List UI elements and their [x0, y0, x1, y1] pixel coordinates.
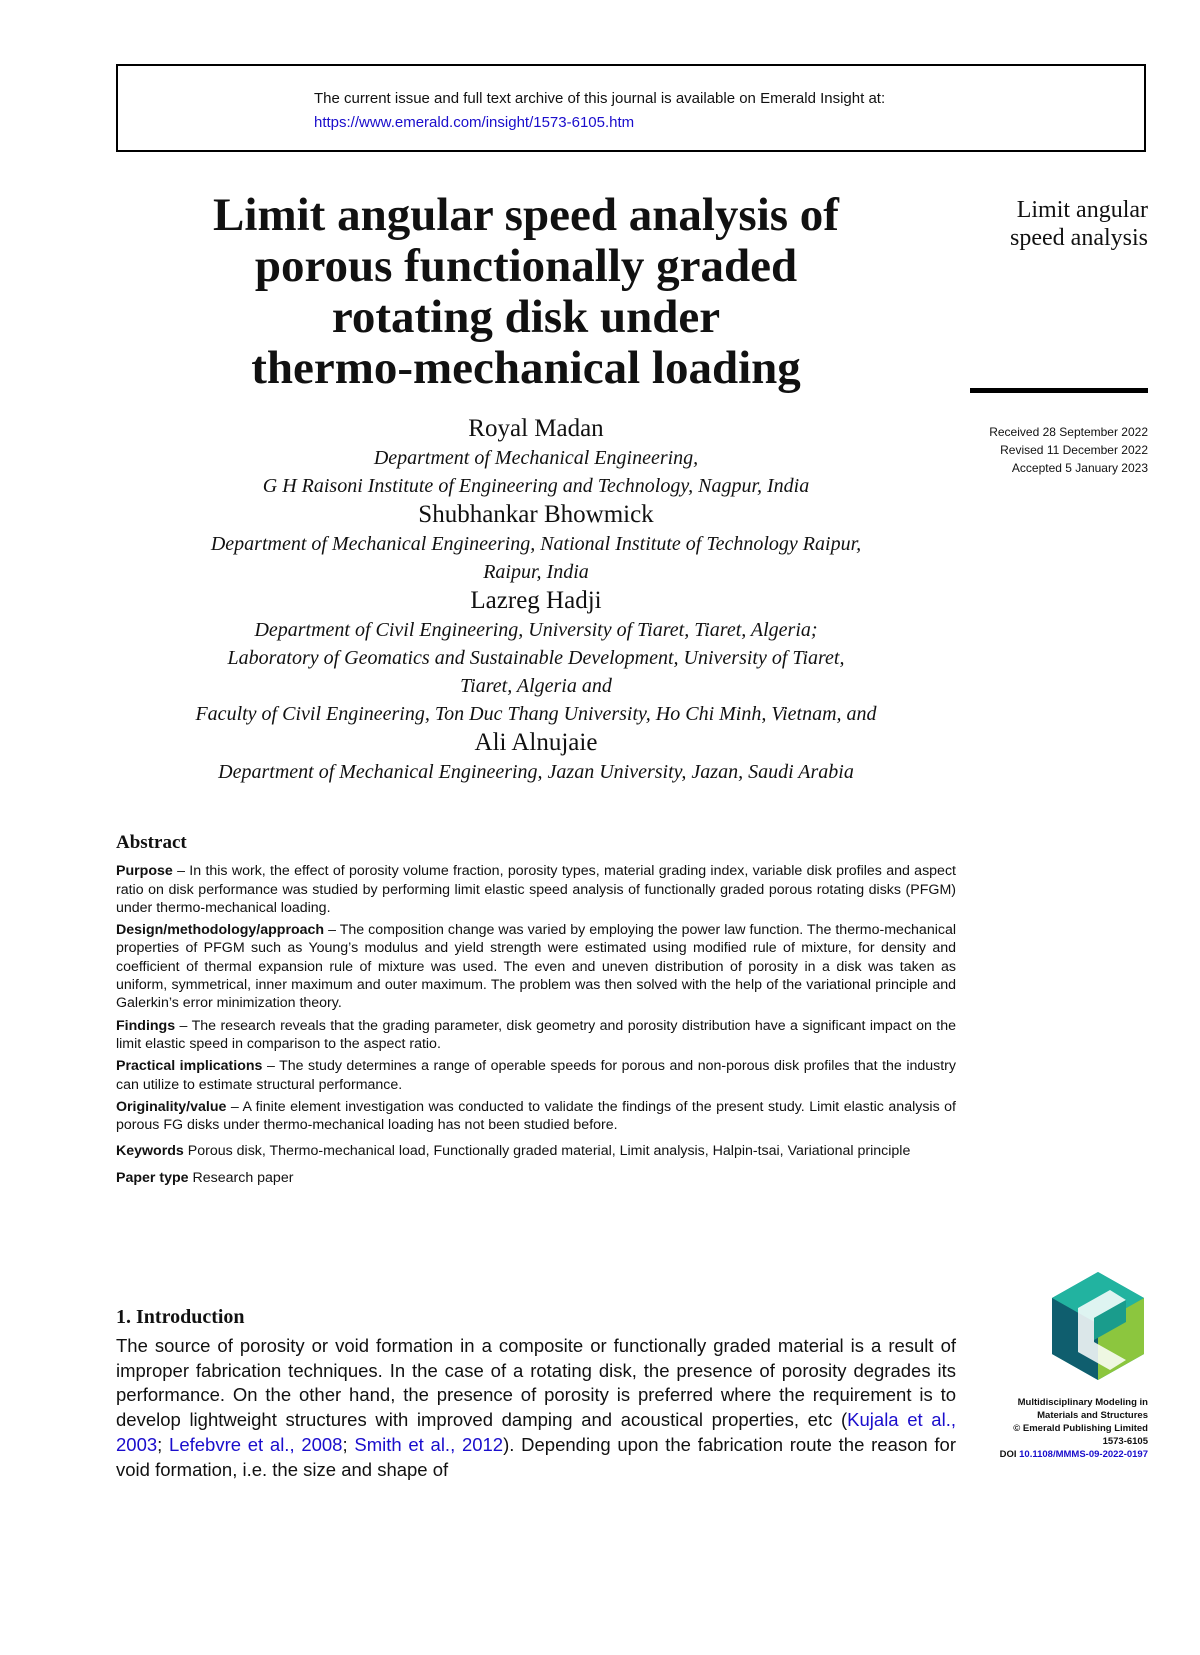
- doi-link[interactable]: 10.1108/MMMS-09-2022-0197: [1019, 1449, 1148, 1460]
- abstract-purpose: [116, 862, 956, 917]
- keywords-text: Porous disk, Thermo-mechanical load, Functionally graded material, Limit analysis, Halpin-tsai, Variational principle: [183, 1143, 911, 1160]
- journal-access-box: [116, 64, 1146, 152]
- intro-text: The source of porosity or void formation in a composite or functionally graded material is a result of improper fabrication techniques. In the case of a rotating disk, the presence of porosity degrades its performance. On the other hand, the presence of porosity is preferred where the requirement is to develop lightweight structures with improved damping and acoustical properties, etc (: [116, 1335, 956, 1431]
- abstract-label: Originality/value: [116, 1098, 227, 1115]
- running-title: [960, 196, 1148, 252]
- running-title-line: Limit angular: [1016, 197, 1148, 223]
- accepted-date: Accepted 5 January 2023: [1011, 461, 1148, 475]
- publisher-line: © Emerald Publishing Limited: [1013, 1423, 1148, 1434]
- keywords-label: Keywords: [116, 1143, 184, 1160]
- author-affiliation: Laboratory of Geomatics and Sustainable Development, University of Tiaret,: [227, 647, 845, 669]
- revised-date: Revised 11 December 2022: [1000, 443, 1148, 457]
- abstract-originality: [116, 1098, 956, 1135]
- article-title: [116, 190, 936, 394]
- author-affiliation: Faculty of Civil Engineering, Ton Duc Thang University, Ho Chi Minh, Vietnam, and: [195, 703, 877, 725]
- abstract-label: Findings: [116, 1017, 176, 1034]
- abstract-label: Design/methodology/approach: [116, 922, 325, 939]
- access-notice: The current issue and full text archive of this journal is available on Emerald Insight at:: [314, 90, 886, 107]
- author-name: Shubhankar Bhowmick: [418, 501, 654, 528]
- abstract-text: – The research reveals that the grading parameter, disk geometry and porosity distribution have a significant impact on the limit elastic speed in comparison to the aspect ratio.: [116, 1017, 956, 1052]
- keywords: [116, 1142, 956, 1160]
- journal-name-line: Multidisciplinary Modeling in: [1017, 1397, 1148, 1408]
- abstract-text: – The composition change was varied by employing the power law function. The thermo-mechanical properties of PFGM such as Young’s modulus and yield strength were estimated using modified rule of mixture, for density and coefficient of thermal expansion rule of mixture was used. The even and uneven distribution of porosity in a disk was taken as uniform, symmetrical, inner maximum and outer maximum. The problem was then solved with the help of the variational principle and Galerkin’s error minimization theory.: [116, 922, 956, 1012]
- abstract-implications: [116, 1057, 956, 1094]
- abstract-heading: Abstract: [116, 832, 187, 853]
- title-line: rotating disk under: [331, 291, 721, 343]
- author-name: Lazreg Hadji: [470, 587, 602, 614]
- author-affiliation: Department of Mechanical Engineering, National Institute of Technology Raipur,: [210, 533, 862, 555]
- abstract-design: [116, 921, 956, 1012]
- doi-line: [960, 1448, 1148, 1461]
- journal-info: [960, 1396, 1148, 1461]
- introduction-paragraph: The source of porosity or void formation in a composite or functionally graded material is a result of improper fabrication techniques. In the case of a rotating disk, the presence of porosity degrades its performance. On the other hand, the presence of porosity is preferred where the requirement is to develop lightweight structures with improved damping and acoustical properties, etc (Kujala et al., 2003; Lefebvre et al., 2008; Smith et al., 2012). Depending upon the fabrication route the reason for void formation, i.e. the size and shape of: [116, 1335, 956, 1480]
- citation-link[interactable]: Smith et al., 2012: [354, 1433, 504, 1455]
- abstract-text: – A finite element investigation was conducted to validate the findings of the present study. Limit elastic analysis of porous FG disks under thermo-mechanical loading has not been studied before.: [116, 1098, 956, 1134]
- author-affiliation: Raipur, India: [483, 561, 589, 583]
- author-name: Royal Madan: [468, 415, 604, 442]
- abstract-label: Purpose: [116, 863, 173, 880]
- title-line: porous functionally graded: [254, 240, 798, 292]
- running-title-line: speed analysis: [1010, 225, 1148, 251]
- intro-text: ). Depending upon the fabrication route the reason for void formation, i.e. the size and shape of: [116, 1433, 956, 1480]
- author-affiliation: Tiaret, Algeria and: [460, 675, 612, 697]
- journal-name-line: Materials and Structures: [1037, 1410, 1148, 1421]
- author-affiliation: Department of Civil Engineering, University of Tiaret, Tiaret, Algeria;: [254, 619, 818, 641]
- title-line: Limit angular speed analysis of: [213, 189, 839, 241]
- author-affiliation: Department of Mechanical Engineering,: [373, 447, 699, 469]
- abstract-findings: [116, 1017, 956, 1054]
- citation-link[interactable]: Kujala et al., 2003: [116, 1409, 956, 1455]
- received-date: Received 28 September 2022: [989, 425, 1148, 439]
- abstract-text: – The study determines a range of operable speeds for porous and non-porous disk profiles that the industry can utilize to estimate structural performance.: [116, 1058, 957, 1093]
- title-line: thermo-mechanical loading: [251, 342, 801, 394]
- paper-type-text: Research paper: [188, 1169, 294, 1186]
- author-name: Ali Alnujaie: [474, 729, 598, 756]
- author-affiliation: G H Raisoni Institute of Engineering and Technology, Nagpur, India: [262, 475, 810, 497]
- article-dates: [940, 423, 1148, 477]
- journal-url-link[interactable]: https://www.emerald.com/insight/1573-6105.htm: [314, 114, 635, 131]
- abstract-text: – In this work, the effect of porosity volume fraction, porosity types, material grading index, variable disk profiles and aspect ratio on disk performance was studied by performing limit elastic speed analysis of functionally graded porous rotating disks (PFGM) under thermo-mechanical loading.: [116, 863, 956, 916]
- abstract-section: [116, 834, 956, 1187]
- doi-label: DOI: [999, 1449, 1017, 1460]
- side-divider: [970, 388, 1148, 393]
- journal-logo-icon: [1048, 1270, 1148, 1382]
- section-heading: 1. Introduction: [116, 1306, 245, 1328]
- paper-type: [116, 1169, 956, 1187]
- paper-type-label: Paper type: [116, 1169, 189, 1186]
- author-affiliation: Department of Mechanical Engineering, Jazan University, Jazan, Saudi Arabia: [218, 761, 854, 783]
- author-block: [116, 414, 956, 786]
- citation-link[interactable]: Lefebvre et al., 2008: [169, 1433, 343, 1455]
- abstract-label: Practical implications: [116, 1058, 263, 1075]
- issn-line: 1573-6105: [1102, 1436, 1148, 1447]
